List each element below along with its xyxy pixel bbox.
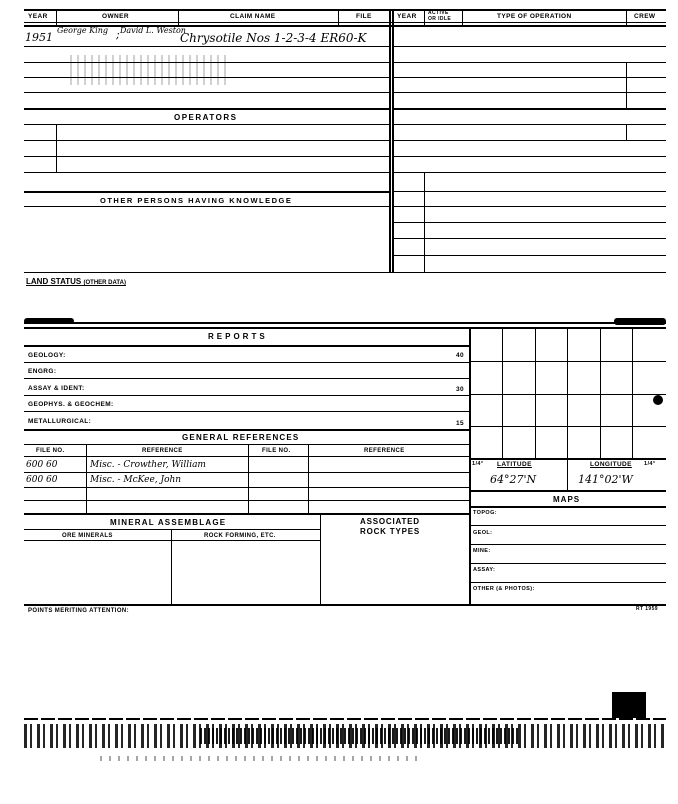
rule <box>392 140 666 141</box>
col-divider <box>320 513 321 604</box>
rule <box>24 124 389 125</box>
grid-line <box>567 327 568 458</box>
ref-row-1-reference: Misc. - Crowther, William <box>90 460 206 470</box>
rule <box>392 124 666 125</box>
grid-line <box>470 361 666 362</box>
points-meriting-label: POINTS MERITING ATTENTION: <box>28 608 130 614</box>
rule <box>392 46 666 47</box>
rule <box>24 172 389 173</box>
rule <box>24 472 470 473</box>
land-status-title: LAND STATUS <box>26 277 82 286</box>
col-divider <box>626 124 627 140</box>
rule <box>24 444 470 445</box>
col-divider <box>424 172 425 272</box>
rule <box>470 544 666 545</box>
other-persons-heading: OTHER PERSONS HAVING KNOWLEDGE <box>100 196 293 205</box>
col-divider <box>389 9 391 273</box>
maps-other-label: OTHER (& PHOTOS): <box>473 586 535 592</box>
entry-owner-1: George King <box>57 26 108 35</box>
col-divider <box>56 124 57 172</box>
rule <box>24 540 320 541</box>
rule <box>24 191 389 193</box>
general-references-heading: GENERAL REFERENCES <box>182 433 300 442</box>
header-type-of-operation: TYPE OF OPERATION <box>497 13 572 20</box>
rule <box>470 525 666 526</box>
ore-minerals-label: ORE MINERALS <box>62 533 113 539</box>
col-divider <box>86 444 87 513</box>
scan-noise-dense <box>200 728 520 744</box>
rule <box>24 22 666 23</box>
rule <box>392 108 666 110</box>
maps-mine-label: MINE: <box>473 548 491 554</box>
grid-line <box>600 327 601 458</box>
col-divider <box>424 9 425 25</box>
grid-line <box>502 327 503 458</box>
header-year-2: YEAR <box>397 13 417 20</box>
header-active: ACTIVE <box>428 10 449 16</box>
report-metallurgical-num: 15 <box>456 420 465 427</box>
punch-block <box>612 692 646 718</box>
rule <box>392 92 666 93</box>
col-divider <box>626 9 627 25</box>
entry-owner-2: David L. Weston <box>120 26 186 35</box>
grid-line <box>535 327 536 458</box>
report-assay-label: ASSAY & IDENT: <box>28 385 85 392</box>
rule <box>24 92 389 93</box>
rule <box>392 238 666 239</box>
rule <box>392 156 666 157</box>
rule <box>24 156 389 157</box>
report-geology-label: GEOLOGY: <box>28 352 66 359</box>
rule <box>470 582 666 583</box>
grid-line <box>632 327 633 458</box>
longitude-label: LONGITUDE <box>590 461 632 468</box>
rule <box>392 191 666 192</box>
header-owner: OWNER <box>102 13 129 20</box>
rule <box>392 62 666 63</box>
ref-row-2-file: 600 60 <box>26 475 58 485</box>
col-divider <box>338 9 339 25</box>
reports-heading: REPORTS <box>208 332 268 341</box>
header-year: YEAR <box>28 13 48 20</box>
rule <box>24 322 666 324</box>
smudge-mark <box>70 55 230 85</box>
rule <box>392 222 666 223</box>
rule <box>24 345 470 347</box>
latitude-label: LATITUDE <box>497 461 532 468</box>
scan-line <box>24 718 666 720</box>
report-metallurgical-label: METALLURGICAL: <box>28 418 92 425</box>
entry-claim: Chrysotile Nos 1-2-3-4 ER60-K <box>180 31 367 45</box>
lat-prefix: 1/4° <box>472 461 484 467</box>
entry-separator: ; <box>116 28 120 41</box>
rule <box>24 327 666 329</box>
rule <box>24 529 320 530</box>
ref-row-2-reference: Misc. - McKee, John <box>90 475 182 485</box>
rule <box>24 500 470 501</box>
land-status-label <box>26 277 126 286</box>
header-crew: CREW <box>634 13 656 20</box>
form-number: RT 1959 <box>636 606 658 612</box>
rule <box>24 378 470 379</box>
rule <box>24 140 389 141</box>
latitude-value: 64°27'N <box>490 473 537 486</box>
rule <box>24 9 666 11</box>
rule <box>24 411 470 412</box>
mineral-assemblage-heading: MINERAL ASSEMBLAGE <box>110 518 227 527</box>
report-assay-num: 30 <box>456 386 465 393</box>
rule <box>24 395 470 396</box>
col-divider <box>178 9 179 25</box>
maps-assay-label: ASSAY: <box>473 567 496 573</box>
report-geology-num: 40 <box>456 352 465 359</box>
col-divider <box>462 9 463 25</box>
rule <box>24 429 470 431</box>
rule <box>24 362 470 363</box>
lon-prefix: 1/4° <box>644 461 656 467</box>
entry-year: 1951 <box>25 31 53 44</box>
ref-row-1-file: 600 60 <box>26 460 58 470</box>
col-divider <box>626 62 627 108</box>
header-file: FILE <box>356 13 372 20</box>
rule <box>24 604 666 606</box>
longitude-value: 141°02'W <box>578 473 633 486</box>
ref-header-reference: REFERENCE <box>142 448 183 454</box>
rock-forming-label: ROCK FORMING, ETC. <box>204 533 276 539</box>
rule <box>24 272 666 273</box>
scan-noise-faint <box>100 756 420 761</box>
rule <box>470 563 666 564</box>
rule <box>24 456 470 457</box>
report-geophys-label: GEOPHYS. & GEOCHEM: <box>28 401 114 408</box>
rule <box>24 46 389 47</box>
grid-line <box>470 394 666 395</box>
rule <box>24 108 389 110</box>
maps-topog-label: TOPOG: <box>473 510 497 516</box>
ref-header-file-no: FILE NO. <box>36 448 65 454</box>
col-divider <box>248 444 249 513</box>
header-or-idle: OR IDLE <box>428 16 452 22</box>
rock-types-heading: ROCK TYPES <box>360 527 421 536</box>
col-divider <box>171 529 172 604</box>
associated-heading: ASSOCIATED <box>360 517 420 526</box>
punch-hole <box>653 395 663 405</box>
header-claim-name: CLAIM NAME <box>230 13 276 20</box>
col-divider <box>392 9 394 273</box>
col-divider <box>56 9 57 25</box>
rule <box>392 255 666 256</box>
rule <box>24 206 389 207</box>
operators-heading: OPERATORS <box>174 113 238 122</box>
rule <box>24 513 470 515</box>
rule <box>392 172 666 173</box>
report-engrg-label: ENGRG: <box>28 368 57 375</box>
col-divider <box>308 444 309 513</box>
maps-heading: MAPS <box>553 495 581 504</box>
grid-line <box>470 426 666 427</box>
rule <box>470 490 666 492</box>
grid-line <box>470 458 666 460</box>
maps-geol-label: GEOL: <box>473 530 493 536</box>
rule <box>470 506 666 508</box>
land-status-sub: (OTHER DATA) <box>83 280 126 286</box>
ref-header-reference-2: REFERENCE <box>364 448 405 454</box>
rule <box>392 206 666 207</box>
col-divider <box>567 458 568 490</box>
ref-header-file-no-2: FILE NO. <box>262 448 291 454</box>
rule <box>24 487 470 488</box>
rule <box>392 77 666 78</box>
